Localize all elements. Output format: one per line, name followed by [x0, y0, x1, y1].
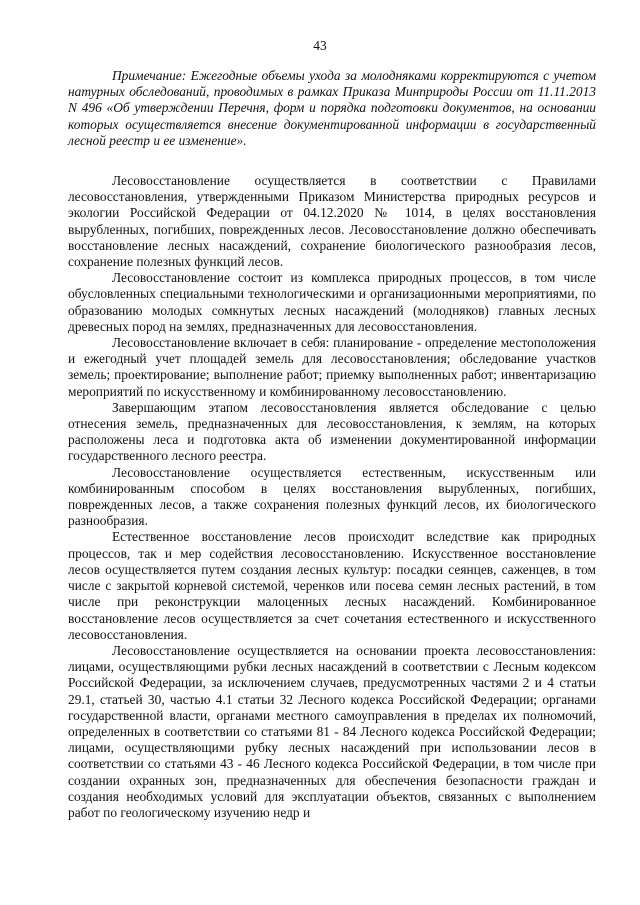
page-number: 43 — [313, 38, 327, 53]
body-paragraph: Лесовосстановление состоит из комплекса природных процессов, в том числе обусловленных специальными технологическими и организационными мероприятиями, по образованию молодых сомкнутых лесных насаждений (молодняков) главных лесных древесных пород на землях, предназначенных для лесовосстановления. — [68, 270, 596, 334]
body-paragraph: Лесовосстановление осуществляется в соответствии с Правилами лесовосстановления, утвержденными Приказом Министерства природных ресурсов и экологии Российской Федерации от 04.12.2020 № 1014, в целях восстановления вырубленных, погибших, поврежденных лесов. Лесовосстановление должно обеспечивать восстановление лесных насаждений, сохранение биологического разнообразия лесов, сохранение полезных функций лесов. — [68, 173, 596, 270]
body-paragraph: Лесовосстановление включает в себя: планирование - определение местоположения и ежегодный учет площадей земель для лесовосстановления; обследование участков земель; проектирование; выполнение работ; приемку выполненных работ; инвентаризацию мероприятий по искусственному и комбинированному лесовосстановлению. — [68, 335, 596, 399]
document-body — [68, 68, 596, 821]
note-paragraph: Примечание: Ежегодные объемы ухода за молодняками корректируются с учетом натурных обследований, проводимых в рамках Приказа Минприроды России от 11.11.2013 N 496 «Об утверждении Перечня, форм и порядка подготовки документов, на основании которых осуществляется внесение документированной информации в государственный лесной реестр и ее изменение». — [68, 68, 596, 148]
body-paragraph: Завершающим этапом лесовосстановления является обследование с целью отнесения земель, предназначенных для лесовосстановления, к землям, на которых расположены леса и подготовка акта об изменении документированной информации государственного лесного реестра. — [68, 399, 596, 464]
body-paragraph: Лесовосстановление осуществляется на основании проекта лесовосстановления: лицами, осуществляющими рубки лесных насаждений в соответствии с Лесным кодексом Российской Федерации, за исключением случаев, предусмотренных частями 2 и 4 статьи 29.1, статьей 30, частью 4.1 статьи 32 Лесного кодекса Российской Федерации; органами государственной власти, органами местного самоуправления в пределах их полномочий, определенных в соответствии со статьями 81 - 84 Лесного кодекса Российской Федерации; лицами, осуществляющими рубку лесных насаждений при использовании лесов в соответствии со статьями 43 - 46 Лесного кодекса Российской Федерации, в том числе при создании охранных зон, предназначенных для обеспечения безопасности граждан и создания необходимых условий для эксплуатации объектов, связанных с выполнением работ по геологическому изучению недр и — [68, 642, 596, 820]
body-paragraph: Лесовосстановление осуществляется естественным, искусственным или комбинированным способом в целях восстановления вырубленных, погибших, поврежденных лесов, а также сохранения полезных функций лесов, их биологического разнообразия. — [68, 464, 596, 529]
body-paragraph: Естественное восстановление лесов происходит вследствие как природных процессов, так и мер содействия лесовосстановлению. Искусственное восстановление лесов осуществляется путем создания лесных культур: посадки сеянцев, саженцев, в том числе с закрытой корневой системой, черенков или посева семян лесных растений, в том числе при реконструкции малоценных лесных насаждений. Комбинированное восстановление лесов осуществляется за счет сочетания естественного и искусственного лесовосстановления. — [68, 529, 596, 642]
